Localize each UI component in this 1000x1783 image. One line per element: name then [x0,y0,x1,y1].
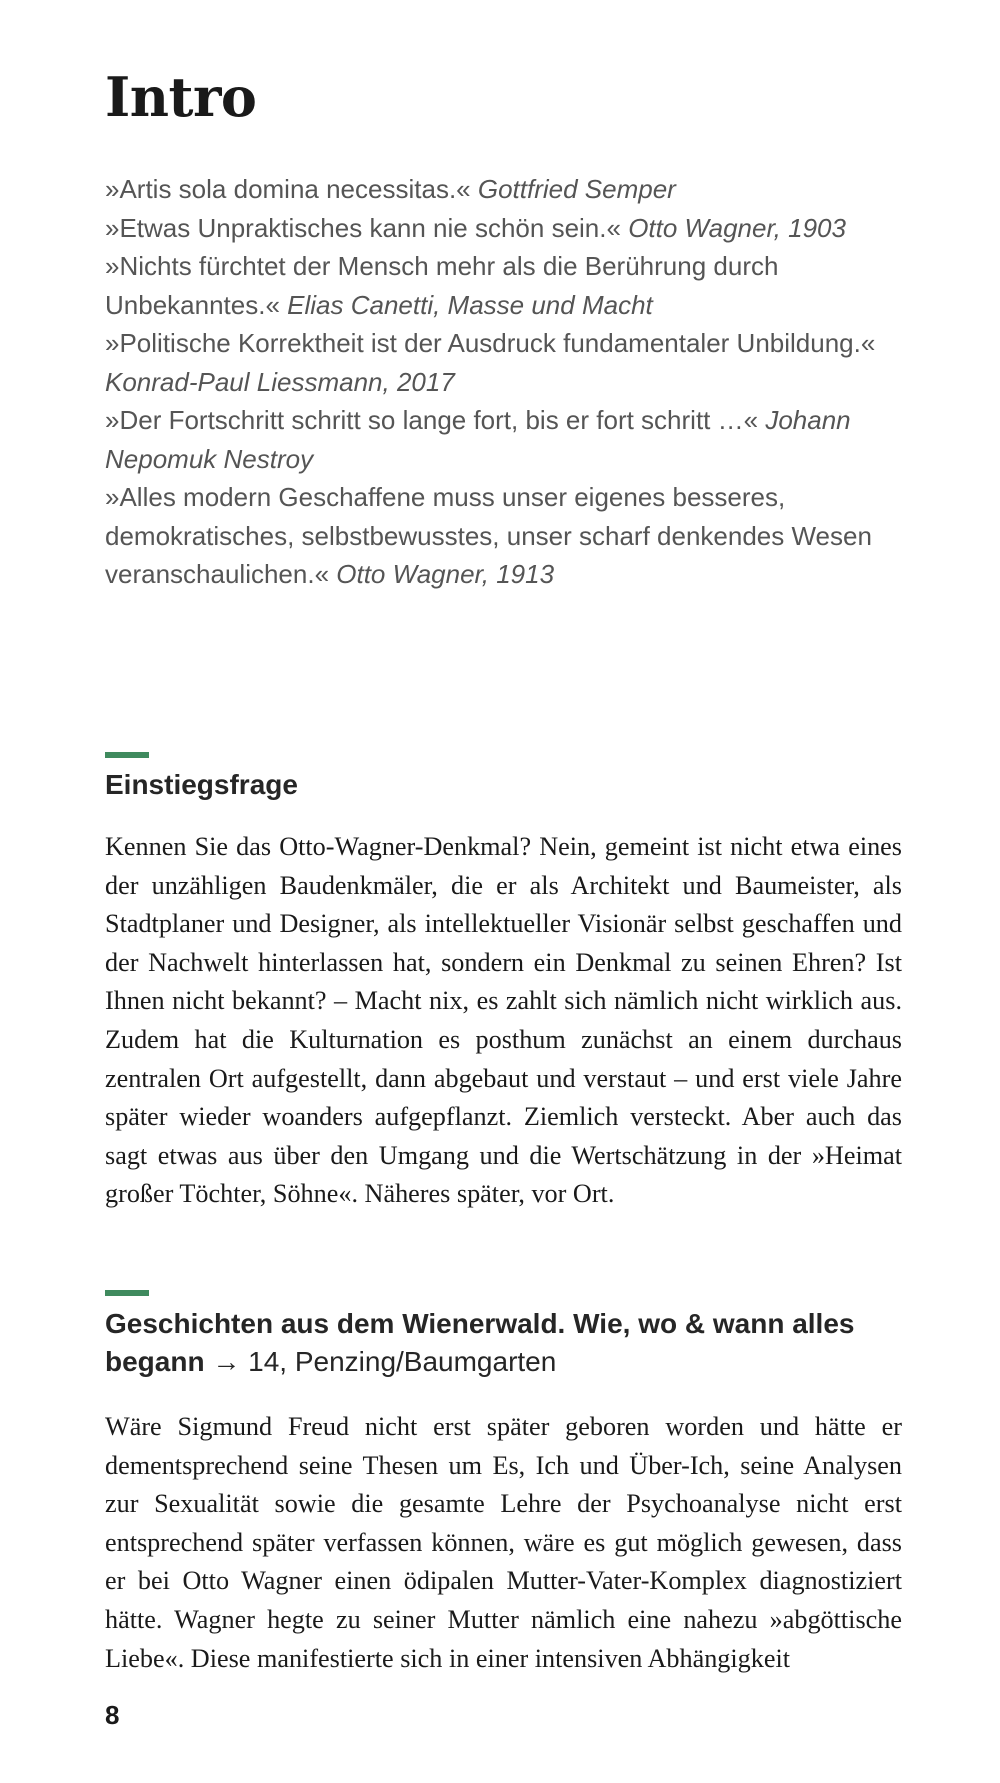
quote-text: »Nichts fürchtet der Mensch mehr als die Berührung durch Unbekanntes.« [105,251,779,320]
quote [105,247,885,324]
section-heading-geschichten [105,1305,905,1381]
quote [105,209,885,248]
quote-author: Otto Wagner, 1913 [336,559,555,589]
quote-author: Gottfried Semper [477,174,676,204]
quote-text: »Alles modern Geschaffene muss unser eigenes besseres, demokratisches, selbstbewusstes, unser scharf denkendes Wesen veranschaulichen.« [105,482,872,589]
quote [105,478,885,594]
quote-author: Elias Canetti, Masse und Macht [287,289,653,320]
quote [105,401,885,478]
page-number: 8 [105,1700,120,1730]
section-body-einstiegsfrage: Kennen Sie das Otto-Wagner-Denkmal? Nein, gemeint ist nicht etwa eines der unzähligen Baudenkmäler, die er als Architekt und Baumeister, als Stadtplaner und Designer, als intellektueller Visionär selbst geschaffen und der Nachwelt hinterlassen hat, sondern ein Denkmal zu seinen Ehren? Ist Ihnen nicht bekannt? – Macht nix, es zahlt sich nämlich nicht wirklich aus. Zudem hat die Kulturnation es posthum zunächst an einem durchaus zentralen Ort aufgestellt, dann abgebaut und verstaut – und erst viele Jahre später wieder woanders aufgepflanzt. Ziemlich versteckt. Aber auch das sagt etwas aus über den Umgang und die Wertschätzung in der »Heimat großer Töchter, Söhne«. Näheres später, vor Ort. [105,832,902,1209]
quotes-block [105,170,885,594]
section-body-geschichten: Wäre Sigmund Freud nicht erst später geboren worden und hätte er dementsprechend seine Thesen um Es, Ich und Über-Ich, seine Analysen zur Sexualität sowie die gesamte Lehre der Psychoanalyse nicht erst entsprechend später verfassen können, wäre es gut möglich gewesen, dass er bei Otto Wagner einen ödipalen Mutter-Vater-Komplex diagnostiziert hätte. Wagner hegte zu seiner Mutter nämlich eine nahezu »abgöttische Liebe«. Diese manifestierte sich in einer intensiven Abhängigkeit [105,1412,902,1673]
section-divider [105,1290,149,1296]
section-heading-text: Geschichten aus dem Wienerwald. Wie, wo & wann alles begann [105,1308,855,1377]
quote-text: »Der Fortschritt schritt so lange fort, bis er fort schritt …« [105,405,766,435]
quote-text: »Artis sola domina necessitas.« [105,174,478,204]
cross-reference: → 14, Penzing/Baumgarten [204,1346,557,1377]
section-divider [105,752,149,758]
page-title: Intro [105,65,257,129]
quote-author: Otto Wagner, 1903 [628,212,846,243]
section-heading-einstiegsfrage: Einstiegsfrage [105,769,298,800]
quote [105,324,885,401]
quote-author: Johann Nepomuk Nestroy [105,405,851,474]
quote [105,170,885,209]
quote-text: »Politische Korrektheit ist der Ausdruck fundamentaler Unbildung.« [105,328,876,358]
quote-text: »Etwas Unpraktisches kann nie schön sein.« [105,212,629,243]
quote-author: Konrad-Paul Liessmann, 2017 [105,366,455,397]
